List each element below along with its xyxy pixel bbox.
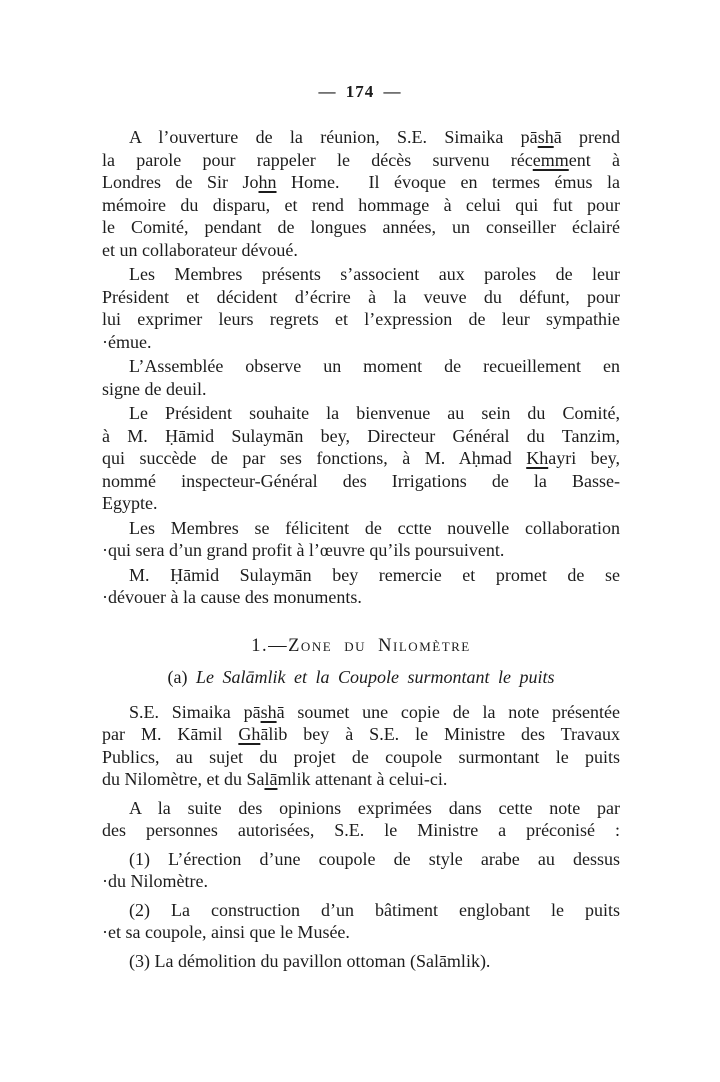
text-line: A l’ouverture de la réunion, S.E. Simaika pāshā prend bbox=[129, 127, 620, 147]
text-line: ·qui sera d’un grand profit à l’œuvre qu’ils poursuivent. bbox=[102, 540, 505, 560]
text-line: ·et sa coupole, ainsi que le Musée. bbox=[102, 922, 350, 942]
text-line: signe de deuil. bbox=[102, 378, 207, 399]
page-number: — 174 — bbox=[318, 82, 402, 101]
section-subheading bbox=[102, 666, 620, 689]
paragraph bbox=[102, 263, 620, 353]
text-line: par M. Kāmil Ghālib bey à S.E. le Ministre des Travaux bbox=[102, 724, 620, 744]
paragraph bbox=[102, 517, 620, 562]
text-line: du Nilomètre, et du Salāmlik attenant à celui-ci. bbox=[102, 769, 448, 789]
text-line: le Comité, pendant de longues années, un conseiller éclairé bbox=[102, 217, 620, 237]
text-line: Les Membres se félicitent de cctte nouvelle collaboration bbox=[129, 517, 620, 538]
text-line: à M. Ḥāmid Sulaymān bey, Directeur Général du Tanzim, bbox=[102, 425, 620, 446]
text-line: qui succède de par ses fonctions, à M. Aḥmad Khayri bey, bbox=[102, 448, 620, 468]
text-line: mémoire du disparu, et rend hommage à celui qui fut pour bbox=[102, 194, 620, 215]
text-line: Le Président souhaite la bienvenue au sein du Comité, bbox=[129, 403, 620, 423]
text-line: M. Ḥāmid Sulaymān bey remercie et promet de se bbox=[129, 564, 620, 585]
paragraph bbox=[102, 701, 620, 791]
text-line: Egypte. bbox=[102, 493, 158, 513]
text-line: Londres de Sir John Home. Il évoque en termes émus la bbox=[102, 172, 621, 192]
text-line: (3) La démolition du pavillon ottoman (Salāmlik). bbox=[129, 950, 491, 971]
paragraph bbox=[102, 564, 620, 609]
text-line: ·émue. bbox=[102, 331, 152, 352]
paragraph bbox=[102, 899, 620, 944]
text-line: des personnes autorisées, S.E. le Ministre a préconisé : bbox=[102, 820, 620, 840]
paragraph bbox=[102, 355, 620, 400]
text-line: A la suite des opinions exprimées dans cette note par bbox=[129, 797, 620, 818]
text-block bbox=[102, 126, 620, 974]
text-line: (1) L’érection d’une coupole de style arabe au dessus bbox=[129, 848, 620, 869]
text-line: L’Assemblée observe un moment de recueillement en bbox=[129, 356, 620, 376]
text-line: ·du Nilomètre. bbox=[102, 871, 208, 891]
paragraph bbox=[102, 797, 620, 842]
paragraph bbox=[102, 848, 620, 893]
text-line: Les Membres présents s’associent aux paroles de leur bbox=[129, 264, 620, 284]
text-line: Président et décident d’écrire à la veuve du défunt, pour bbox=[102, 286, 620, 307]
text-line: (a) Le Salāmlik et la Coupole surmontant le puits bbox=[167, 667, 555, 687]
text-line: 1.—Zone du Nilomètre bbox=[251, 635, 471, 656]
text-line: nommé inspecteur-Général des Irrigations de la Basse- bbox=[102, 470, 620, 491]
text-line: S.E. Simaika pāshā soumet une copie de la note présentée bbox=[129, 701, 620, 722]
paragraph bbox=[102, 402, 620, 515]
text-line: ·dévouer à la cause des monuments. bbox=[102, 587, 362, 607]
text-line: (2) La construction d’un bâtiment englobant le puits bbox=[129, 899, 620, 920]
text-line: la parole pour rappeler le décès survenu récemment à bbox=[102, 149, 621, 170]
text-line: Publics, au sujet du projet de coupole surmontant le puits bbox=[102, 746, 620, 767]
paragraph bbox=[102, 126, 620, 261]
text-line: et un collaborateur dévoué. bbox=[102, 239, 298, 260]
paragraph bbox=[102, 950, 620, 973]
text-line: lui exprimer leurs regrets et l’expression de leur sympathie bbox=[102, 309, 620, 329]
section-heading bbox=[102, 635, 620, 658]
